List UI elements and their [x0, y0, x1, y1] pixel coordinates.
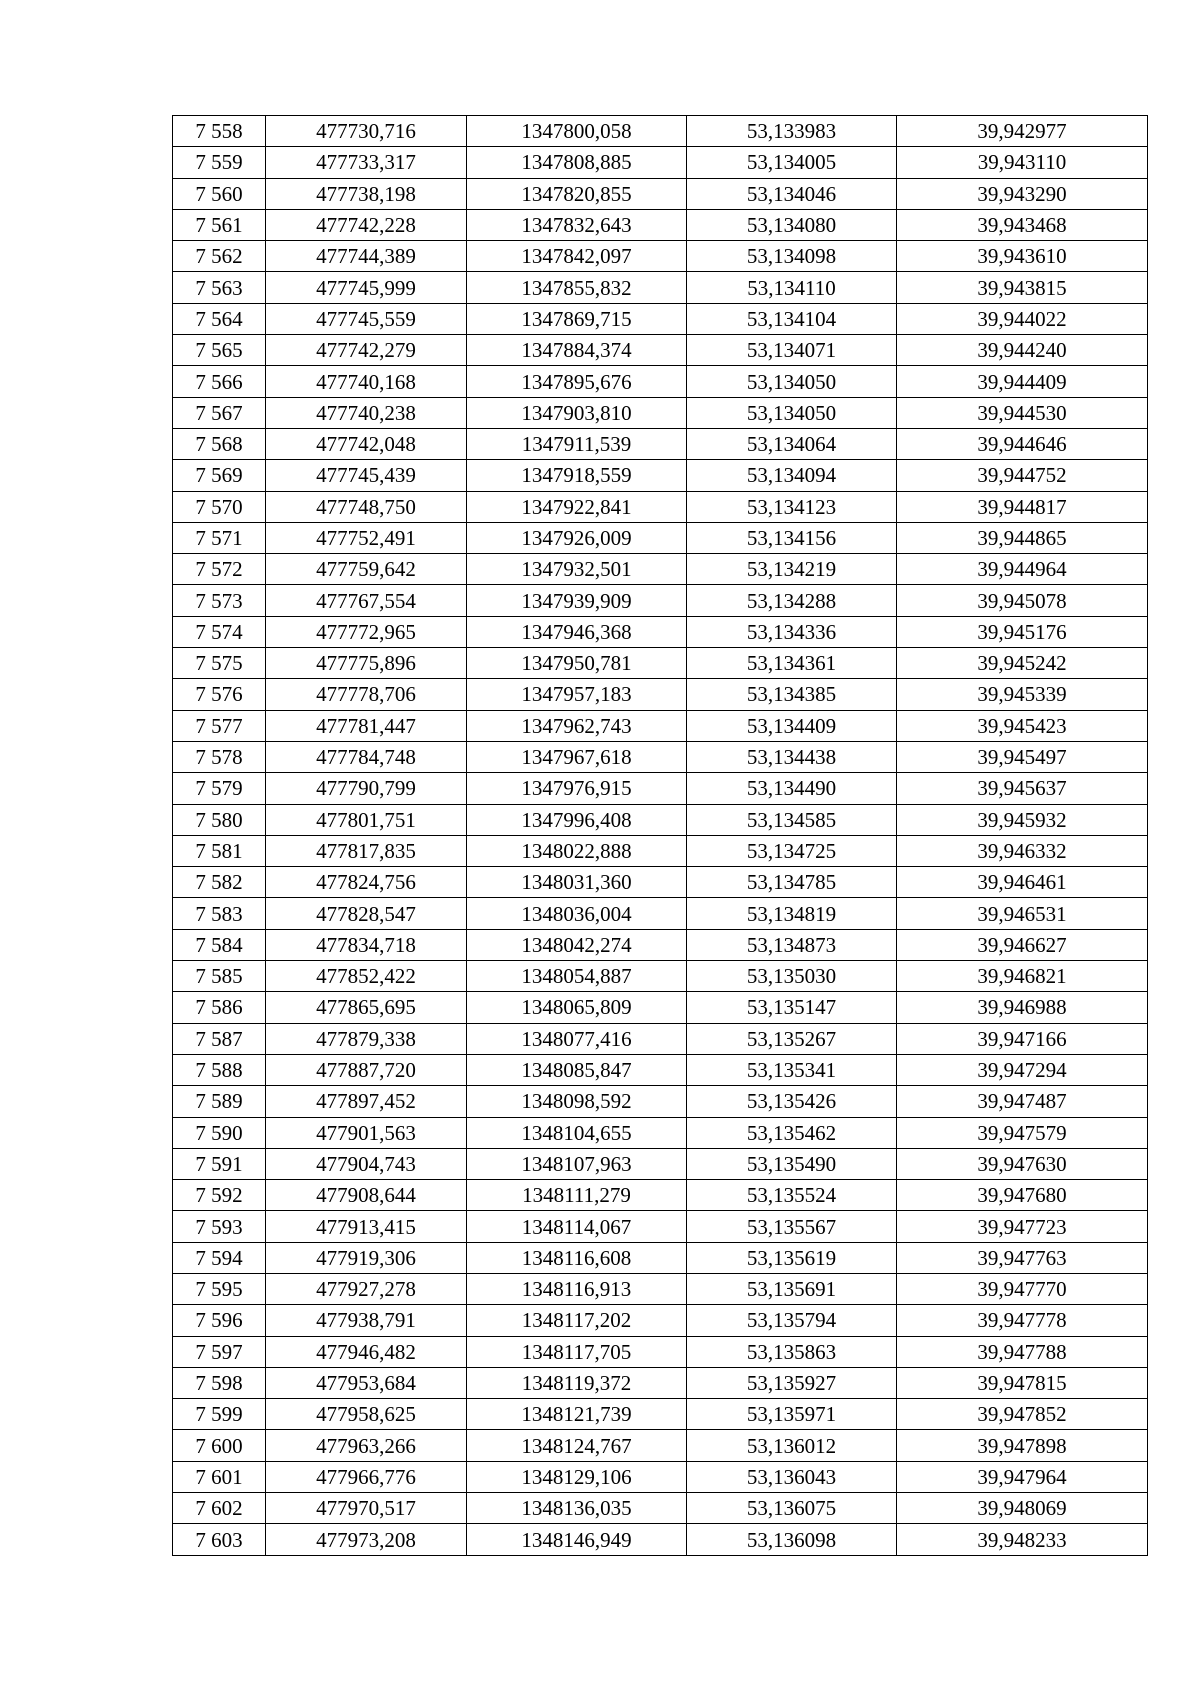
- longitude-cell: 39,944817: [897, 491, 1148, 522]
- table-row: [173, 1305, 1148, 1336]
- coordinates-table-body: [173, 116, 1148, 1556]
- y-coordinate-cell: 1347832,643: [467, 209, 687, 240]
- table-row: [173, 1367, 1148, 1398]
- x-coordinate-cell: 477759,642: [266, 554, 467, 585]
- table-row: [173, 616, 1148, 647]
- y-coordinate-cell: 1348124,767: [467, 1430, 687, 1461]
- x-coordinate-cell: 477767,554: [266, 585, 467, 616]
- point-number-cell: 7 602: [173, 1493, 266, 1524]
- point-number-cell: 7 577: [173, 710, 266, 741]
- longitude-cell: 39,945339: [897, 679, 1148, 710]
- point-number-cell: 7 590: [173, 1117, 266, 1148]
- point-number-cell: 7 565: [173, 335, 266, 366]
- point-number-cell: 7 566: [173, 366, 266, 397]
- x-coordinate-cell: 477887,720: [266, 1054, 467, 1085]
- point-number-cell: 7 589: [173, 1086, 266, 1117]
- longitude-cell: 39,944646: [897, 428, 1148, 459]
- x-coordinate-cell: 477919,306: [266, 1242, 467, 1273]
- latitude-cell: 53,135462: [687, 1117, 897, 1148]
- point-number-cell: 7 574: [173, 616, 266, 647]
- point-number-cell: 7 598: [173, 1367, 266, 1398]
- point-number-cell: 7 584: [173, 929, 266, 960]
- y-coordinate-cell: 1347918,559: [467, 460, 687, 491]
- longitude-cell: 39,943468: [897, 209, 1148, 240]
- x-coordinate-cell: 477963,266: [266, 1430, 467, 1461]
- latitude-cell: 53,135863: [687, 1336, 897, 1367]
- table-row: [173, 1211, 1148, 1242]
- point-number-cell: 7 591: [173, 1148, 266, 1179]
- x-coordinate-cell: 477740,168: [266, 366, 467, 397]
- latitude-cell: 53,136098: [687, 1524, 897, 1555]
- latitude-cell: 53,135524: [687, 1180, 897, 1211]
- latitude-cell: 53,135794: [687, 1305, 897, 1336]
- y-coordinate-cell: 1348121,739: [467, 1399, 687, 1430]
- y-coordinate-cell: 1347939,909: [467, 585, 687, 616]
- longitude-cell: 39,944409: [897, 366, 1148, 397]
- table-row: [173, 1336, 1148, 1367]
- table-row: [173, 1180, 1148, 1211]
- table-row: [173, 1524, 1148, 1555]
- latitude-cell: 53,134585: [687, 804, 897, 835]
- table-row: [173, 397, 1148, 428]
- x-coordinate-cell: 477733,317: [266, 147, 467, 178]
- y-coordinate-cell: 1348111,279: [467, 1180, 687, 1211]
- point-number-cell: 7 564: [173, 303, 266, 334]
- longitude-cell: 39,946461: [897, 867, 1148, 898]
- y-coordinate-cell: 1347932,501: [467, 554, 687, 585]
- point-number-cell: 7 563: [173, 272, 266, 303]
- point-number-cell: 7 570: [173, 491, 266, 522]
- point-number-cell: 7 571: [173, 522, 266, 553]
- x-coordinate-cell: 477778,706: [266, 679, 467, 710]
- x-coordinate-cell: 477742,228: [266, 209, 467, 240]
- latitude-cell: 53,134288: [687, 585, 897, 616]
- table-row: [173, 773, 1148, 804]
- latitude-cell: 53,135619: [687, 1242, 897, 1273]
- table-row: [173, 961, 1148, 992]
- latitude-cell: 53,134080: [687, 209, 897, 240]
- latitude-cell: 53,134156: [687, 522, 897, 553]
- longitude-cell: 39,944752: [897, 460, 1148, 491]
- x-coordinate-cell: 477817,835: [266, 835, 467, 866]
- table-row: [173, 1054, 1148, 1085]
- latitude-cell: 53,134046: [687, 178, 897, 209]
- point-number-cell: 7 587: [173, 1023, 266, 1054]
- x-coordinate-cell: 477834,718: [266, 929, 467, 960]
- x-coordinate-cell: 477745,559: [266, 303, 467, 334]
- x-coordinate-cell: 477879,338: [266, 1023, 467, 1054]
- longitude-cell: 39,945078: [897, 585, 1148, 616]
- point-number-cell: 7 568: [173, 428, 266, 459]
- latitude-cell: 53,135341: [687, 1054, 897, 1085]
- table-row: [173, 554, 1148, 585]
- y-coordinate-cell: 1348077,416: [467, 1023, 687, 1054]
- x-coordinate-cell: 477824,756: [266, 867, 467, 898]
- latitude-cell: 53,134361: [687, 648, 897, 679]
- table-row: [173, 741, 1148, 772]
- longitude-cell: 39,945423: [897, 710, 1148, 741]
- longitude-cell: 39,946531: [897, 898, 1148, 929]
- point-number-cell: 7 560: [173, 178, 266, 209]
- point-number-cell: 7 575: [173, 648, 266, 679]
- longitude-cell: 39,947815: [897, 1367, 1148, 1398]
- table-row: [173, 1461, 1148, 1492]
- y-coordinate-cell: 1347884,374: [467, 335, 687, 366]
- point-number-cell: 7 594: [173, 1242, 266, 1273]
- table-row: [173, 898, 1148, 929]
- table-row: [173, 303, 1148, 334]
- longitude-cell: 39,947770: [897, 1273, 1148, 1304]
- y-coordinate-cell: 1347957,183: [467, 679, 687, 710]
- y-coordinate-cell: 1348119,372: [467, 1367, 687, 1398]
- x-coordinate-cell: 477946,482: [266, 1336, 467, 1367]
- longitude-cell: 39,943610: [897, 241, 1148, 272]
- longitude-cell: 39,943290: [897, 178, 1148, 209]
- longitude-cell: 39,945176: [897, 616, 1148, 647]
- x-coordinate-cell: 477730,716: [266, 116, 467, 147]
- x-coordinate-cell: 477745,999: [266, 272, 467, 303]
- latitude-cell: 53,135267: [687, 1023, 897, 1054]
- point-number-cell: 7 593: [173, 1211, 266, 1242]
- x-coordinate-cell: 477740,238: [266, 397, 467, 428]
- y-coordinate-cell: 1348117,202: [467, 1305, 687, 1336]
- y-coordinate-cell: 1348022,888: [467, 835, 687, 866]
- longitude-cell: 39,948069: [897, 1493, 1148, 1524]
- point-number-cell: 7 573: [173, 585, 266, 616]
- y-coordinate-cell: 1348042,274: [467, 929, 687, 960]
- x-coordinate-cell: 477742,048: [266, 428, 467, 459]
- point-number-cell: 7 596: [173, 1305, 266, 1336]
- latitude-cell: 53,135147: [687, 992, 897, 1023]
- longitude-cell: 39,947852: [897, 1399, 1148, 1430]
- y-coordinate-cell: 1348031,360: [467, 867, 687, 898]
- x-coordinate-cell: 477738,198: [266, 178, 467, 209]
- point-number-cell: 7 600: [173, 1430, 266, 1461]
- table-row: [173, 585, 1148, 616]
- latitude-cell: 53,134725: [687, 835, 897, 866]
- x-coordinate-cell: 477828,547: [266, 898, 467, 929]
- y-coordinate-cell: 1348129,106: [467, 1461, 687, 1492]
- y-coordinate-cell: 1348107,963: [467, 1148, 687, 1179]
- latitude-cell: 53,134219: [687, 554, 897, 585]
- table-row: [173, 272, 1148, 303]
- coordinates-table: [172, 115, 1148, 1556]
- table-row: [173, 1117, 1148, 1148]
- longitude-cell: 39,947723: [897, 1211, 1148, 1242]
- longitude-cell: 39,945242: [897, 648, 1148, 679]
- longitude-cell: 39,945497: [897, 741, 1148, 772]
- latitude-cell: 53,135030: [687, 961, 897, 992]
- latitude-cell: 53,134873: [687, 929, 897, 960]
- longitude-cell: 39,943815: [897, 272, 1148, 303]
- y-coordinate-cell: 1347842,097: [467, 241, 687, 272]
- longitude-cell: 39,947778: [897, 1305, 1148, 1336]
- y-coordinate-cell: 1347976,915: [467, 773, 687, 804]
- table-row: [173, 1399, 1148, 1430]
- y-coordinate-cell: 1347820,855: [467, 178, 687, 209]
- latitude-cell: 53,134336: [687, 616, 897, 647]
- table-row: [173, 1148, 1148, 1179]
- longitude-cell: 39,942977: [897, 116, 1148, 147]
- latitude-cell: 53,134104: [687, 303, 897, 334]
- x-coordinate-cell: 477953,684: [266, 1367, 467, 1398]
- longitude-cell: 39,947788: [897, 1336, 1148, 1367]
- x-coordinate-cell: 477973,208: [266, 1524, 467, 1555]
- x-coordinate-cell: 477852,422: [266, 961, 467, 992]
- x-coordinate-cell: 477748,750: [266, 491, 467, 522]
- y-coordinate-cell: 1348116,608: [467, 1242, 687, 1273]
- y-coordinate-cell: 1347903,810: [467, 397, 687, 428]
- x-coordinate-cell: 477790,799: [266, 773, 467, 804]
- y-coordinate-cell: 1348054,887: [467, 961, 687, 992]
- y-coordinate-cell: 1347946,368: [467, 616, 687, 647]
- x-coordinate-cell: 477801,751: [266, 804, 467, 835]
- longitude-cell: 39,946821: [897, 961, 1148, 992]
- y-coordinate-cell: 1348104,655: [467, 1117, 687, 1148]
- y-coordinate-cell: 1347800,058: [467, 116, 687, 147]
- point-number-cell: 7 597: [173, 1336, 266, 1367]
- longitude-cell: 39,944865: [897, 522, 1148, 553]
- table-row: [173, 1273, 1148, 1304]
- x-coordinate-cell: 477781,447: [266, 710, 467, 741]
- point-number-cell: 7 569: [173, 460, 266, 491]
- y-coordinate-cell: 1347895,676: [467, 366, 687, 397]
- table-row: [173, 428, 1148, 459]
- point-number-cell: 7 576: [173, 679, 266, 710]
- latitude-cell: 53,134819: [687, 898, 897, 929]
- latitude-cell: 53,133983: [687, 116, 897, 147]
- latitude-cell: 53,136075: [687, 1493, 897, 1524]
- longitude-cell: 39,947964: [897, 1461, 1148, 1492]
- table-row: [173, 147, 1148, 178]
- latitude-cell: 53,136043: [687, 1461, 897, 1492]
- x-coordinate-cell: 477927,278: [266, 1273, 467, 1304]
- longitude-cell: 39,946332: [897, 835, 1148, 866]
- x-coordinate-cell: 477744,389: [266, 241, 467, 272]
- longitude-cell: 39,947898: [897, 1430, 1148, 1461]
- table-row: [173, 460, 1148, 491]
- x-coordinate-cell: 477752,491: [266, 522, 467, 553]
- latitude-cell: 53,134123: [687, 491, 897, 522]
- y-coordinate-cell: 1347855,832: [467, 272, 687, 303]
- table-row: [173, 1242, 1148, 1273]
- point-number-cell: 7 583: [173, 898, 266, 929]
- table-row: [173, 929, 1148, 960]
- point-number-cell: 7 585: [173, 961, 266, 992]
- table-row: [173, 209, 1148, 240]
- table-row: [173, 1023, 1148, 1054]
- longitude-cell: 39,946627: [897, 929, 1148, 960]
- table-row: [173, 804, 1148, 835]
- latitude-cell: 53,134785: [687, 867, 897, 898]
- point-number-cell: 7 588: [173, 1054, 266, 1085]
- longitude-cell: 39,944530: [897, 397, 1148, 428]
- latitude-cell: 53,134050: [687, 366, 897, 397]
- latitude-cell: 53,134110: [687, 272, 897, 303]
- point-number-cell: 7 559: [173, 147, 266, 178]
- y-coordinate-cell: 1348098,592: [467, 1086, 687, 1117]
- y-coordinate-cell: 1348085,847: [467, 1054, 687, 1085]
- y-coordinate-cell: 1348114,067: [467, 1211, 687, 1242]
- table-row: [173, 867, 1148, 898]
- y-coordinate-cell: 1347996,408: [467, 804, 687, 835]
- y-coordinate-cell: 1348065,809: [467, 992, 687, 1023]
- point-number-cell: 7 595: [173, 1273, 266, 1304]
- latitude-cell: 53,134438: [687, 741, 897, 772]
- y-coordinate-cell: 1347950,781: [467, 648, 687, 679]
- longitude-cell: 39,947294: [897, 1054, 1148, 1085]
- y-coordinate-cell: 1348146,949: [467, 1524, 687, 1555]
- longitude-cell: 39,948233: [897, 1524, 1148, 1555]
- longitude-cell: 39,946988: [897, 992, 1148, 1023]
- point-number-cell: 7 572: [173, 554, 266, 585]
- longitude-cell: 39,945637: [897, 773, 1148, 804]
- longitude-cell: 39,947680: [897, 1180, 1148, 1211]
- point-number-cell: 7 561: [173, 209, 266, 240]
- latitude-cell: 53,134050: [687, 397, 897, 428]
- point-number-cell: 7 586: [173, 992, 266, 1023]
- x-coordinate-cell: 477913,415: [266, 1211, 467, 1242]
- latitude-cell: 53,135567: [687, 1211, 897, 1242]
- x-coordinate-cell: 477745,439: [266, 460, 467, 491]
- y-coordinate-cell: 1347911,539: [467, 428, 687, 459]
- table-row: [173, 491, 1148, 522]
- table-row: [173, 1430, 1148, 1461]
- x-coordinate-cell: 477966,776: [266, 1461, 467, 1492]
- y-coordinate-cell: 1348117,705: [467, 1336, 687, 1367]
- point-number-cell: 7 580: [173, 804, 266, 835]
- latitude-cell: 53,135426: [687, 1086, 897, 1117]
- longitude-cell: 39,944022: [897, 303, 1148, 334]
- x-coordinate-cell: 477908,644: [266, 1180, 467, 1211]
- latitude-cell: 53,134005: [687, 147, 897, 178]
- x-coordinate-cell: 477970,517: [266, 1493, 467, 1524]
- longitude-cell: 39,947487: [897, 1086, 1148, 1117]
- table-row: [173, 992, 1148, 1023]
- longitude-cell: 39,943110: [897, 147, 1148, 178]
- x-coordinate-cell: 477865,695: [266, 992, 467, 1023]
- longitude-cell: 39,947630: [897, 1148, 1148, 1179]
- y-coordinate-cell: 1347926,009: [467, 522, 687, 553]
- table-row: [173, 241, 1148, 272]
- latitude-cell: 53,136012: [687, 1430, 897, 1461]
- table-row: [173, 679, 1148, 710]
- point-number-cell: 7 601: [173, 1461, 266, 1492]
- longitude-cell: 39,947166: [897, 1023, 1148, 1054]
- point-number-cell: 7 562: [173, 241, 266, 272]
- point-number-cell: 7 579: [173, 773, 266, 804]
- x-coordinate-cell: 477958,625: [266, 1399, 467, 1430]
- longitude-cell: 39,944240: [897, 335, 1148, 366]
- point-number-cell: 7 578: [173, 741, 266, 772]
- point-number-cell: 7 558: [173, 116, 266, 147]
- y-coordinate-cell: 1348116,913: [467, 1273, 687, 1304]
- table-row: [173, 1086, 1148, 1117]
- point-number-cell: 7 599: [173, 1399, 266, 1430]
- x-coordinate-cell: 477897,452: [266, 1086, 467, 1117]
- x-coordinate-cell: 477901,563: [266, 1117, 467, 1148]
- y-coordinate-cell: 1347869,715: [467, 303, 687, 334]
- latitude-cell: 53,135927: [687, 1367, 897, 1398]
- longitude-cell: 39,945932: [897, 804, 1148, 835]
- latitude-cell: 53,134385: [687, 679, 897, 710]
- latitude-cell: 53,134409: [687, 710, 897, 741]
- x-coordinate-cell: 477938,791: [266, 1305, 467, 1336]
- x-coordinate-cell: 477772,965: [266, 616, 467, 647]
- x-coordinate-cell: 477784,748: [266, 741, 467, 772]
- table-row: [173, 366, 1148, 397]
- table-row: [173, 335, 1148, 366]
- latitude-cell: 53,135691: [687, 1273, 897, 1304]
- latitude-cell: 53,134094: [687, 460, 897, 491]
- y-coordinate-cell: 1347967,618: [467, 741, 687, 772]
- x-coordinate-cell: 477775,896: [266, 648, 467, 679]
- latitude-cell: 53,134071: [687, 335, 897, 366]
- point-number-cell: 7 582: [173, 867, 266, 898]
- x-coordinate-cell: 477742,279: [266, 335, 467, 366]
- latitude-cell: 53,135490: [687, 1148, 897, 1179]
- x-coordinate-cell: 477904,743: [266, 1148, 467, 1179]
- table-row: [173, 178, 1148, 209]
- table-row: [173, 116, 1148, 147]
- point-number-cell: 7 581: [173, 835, 266, 866]
- y-coordinate-cell: 1347962,743: [467, 710, 687, 741]
- latitude-cell: 53,135971: [687, 1399, 897, 1430]
- table-row: [173, 835, 1148, 866]
- y-coordinate-cell: 1347808,885: [467, 147, 687, 178]
- y-coordinate-cell: 1347922,841: [467, 491, 687, 522]
- table-row: [173, 710, 1148, 741]
- table-row: [173, 648, 1148, 679]
- latitude-cell: 53,134490: [687, 773, 897, 804]
- longitude-cell: 39,944964: [897, 554, 1148, 585]
- table-row: [173, 522, 1148, 553]
- latitude-cell: 53,134064: [687, 428, 897, 459]
- point-number-cell: 7 592: [173, 1180, 266, 1211]
- point-number-cell: 7 603: [173, 1524, 266, 1555]
- latitude-cell: 53,134098: [687, 241, 897, 272]
- longitude-cell: 39,947763: [897, 1242, 1148, 1273]
- y-coordinate-cell: 1348036,004: [467, 898, 687, 929]
- longitude-cell: 39,947579: [897, 1117, 1148, 1148]
- y-coordinate-cell: 1348136,035: [467, 1493, 687, 1524]
- table-row: [173, 1493, 1148, 1524]
- point-number-cell: 7 567: [173, 397, 266, 428]
